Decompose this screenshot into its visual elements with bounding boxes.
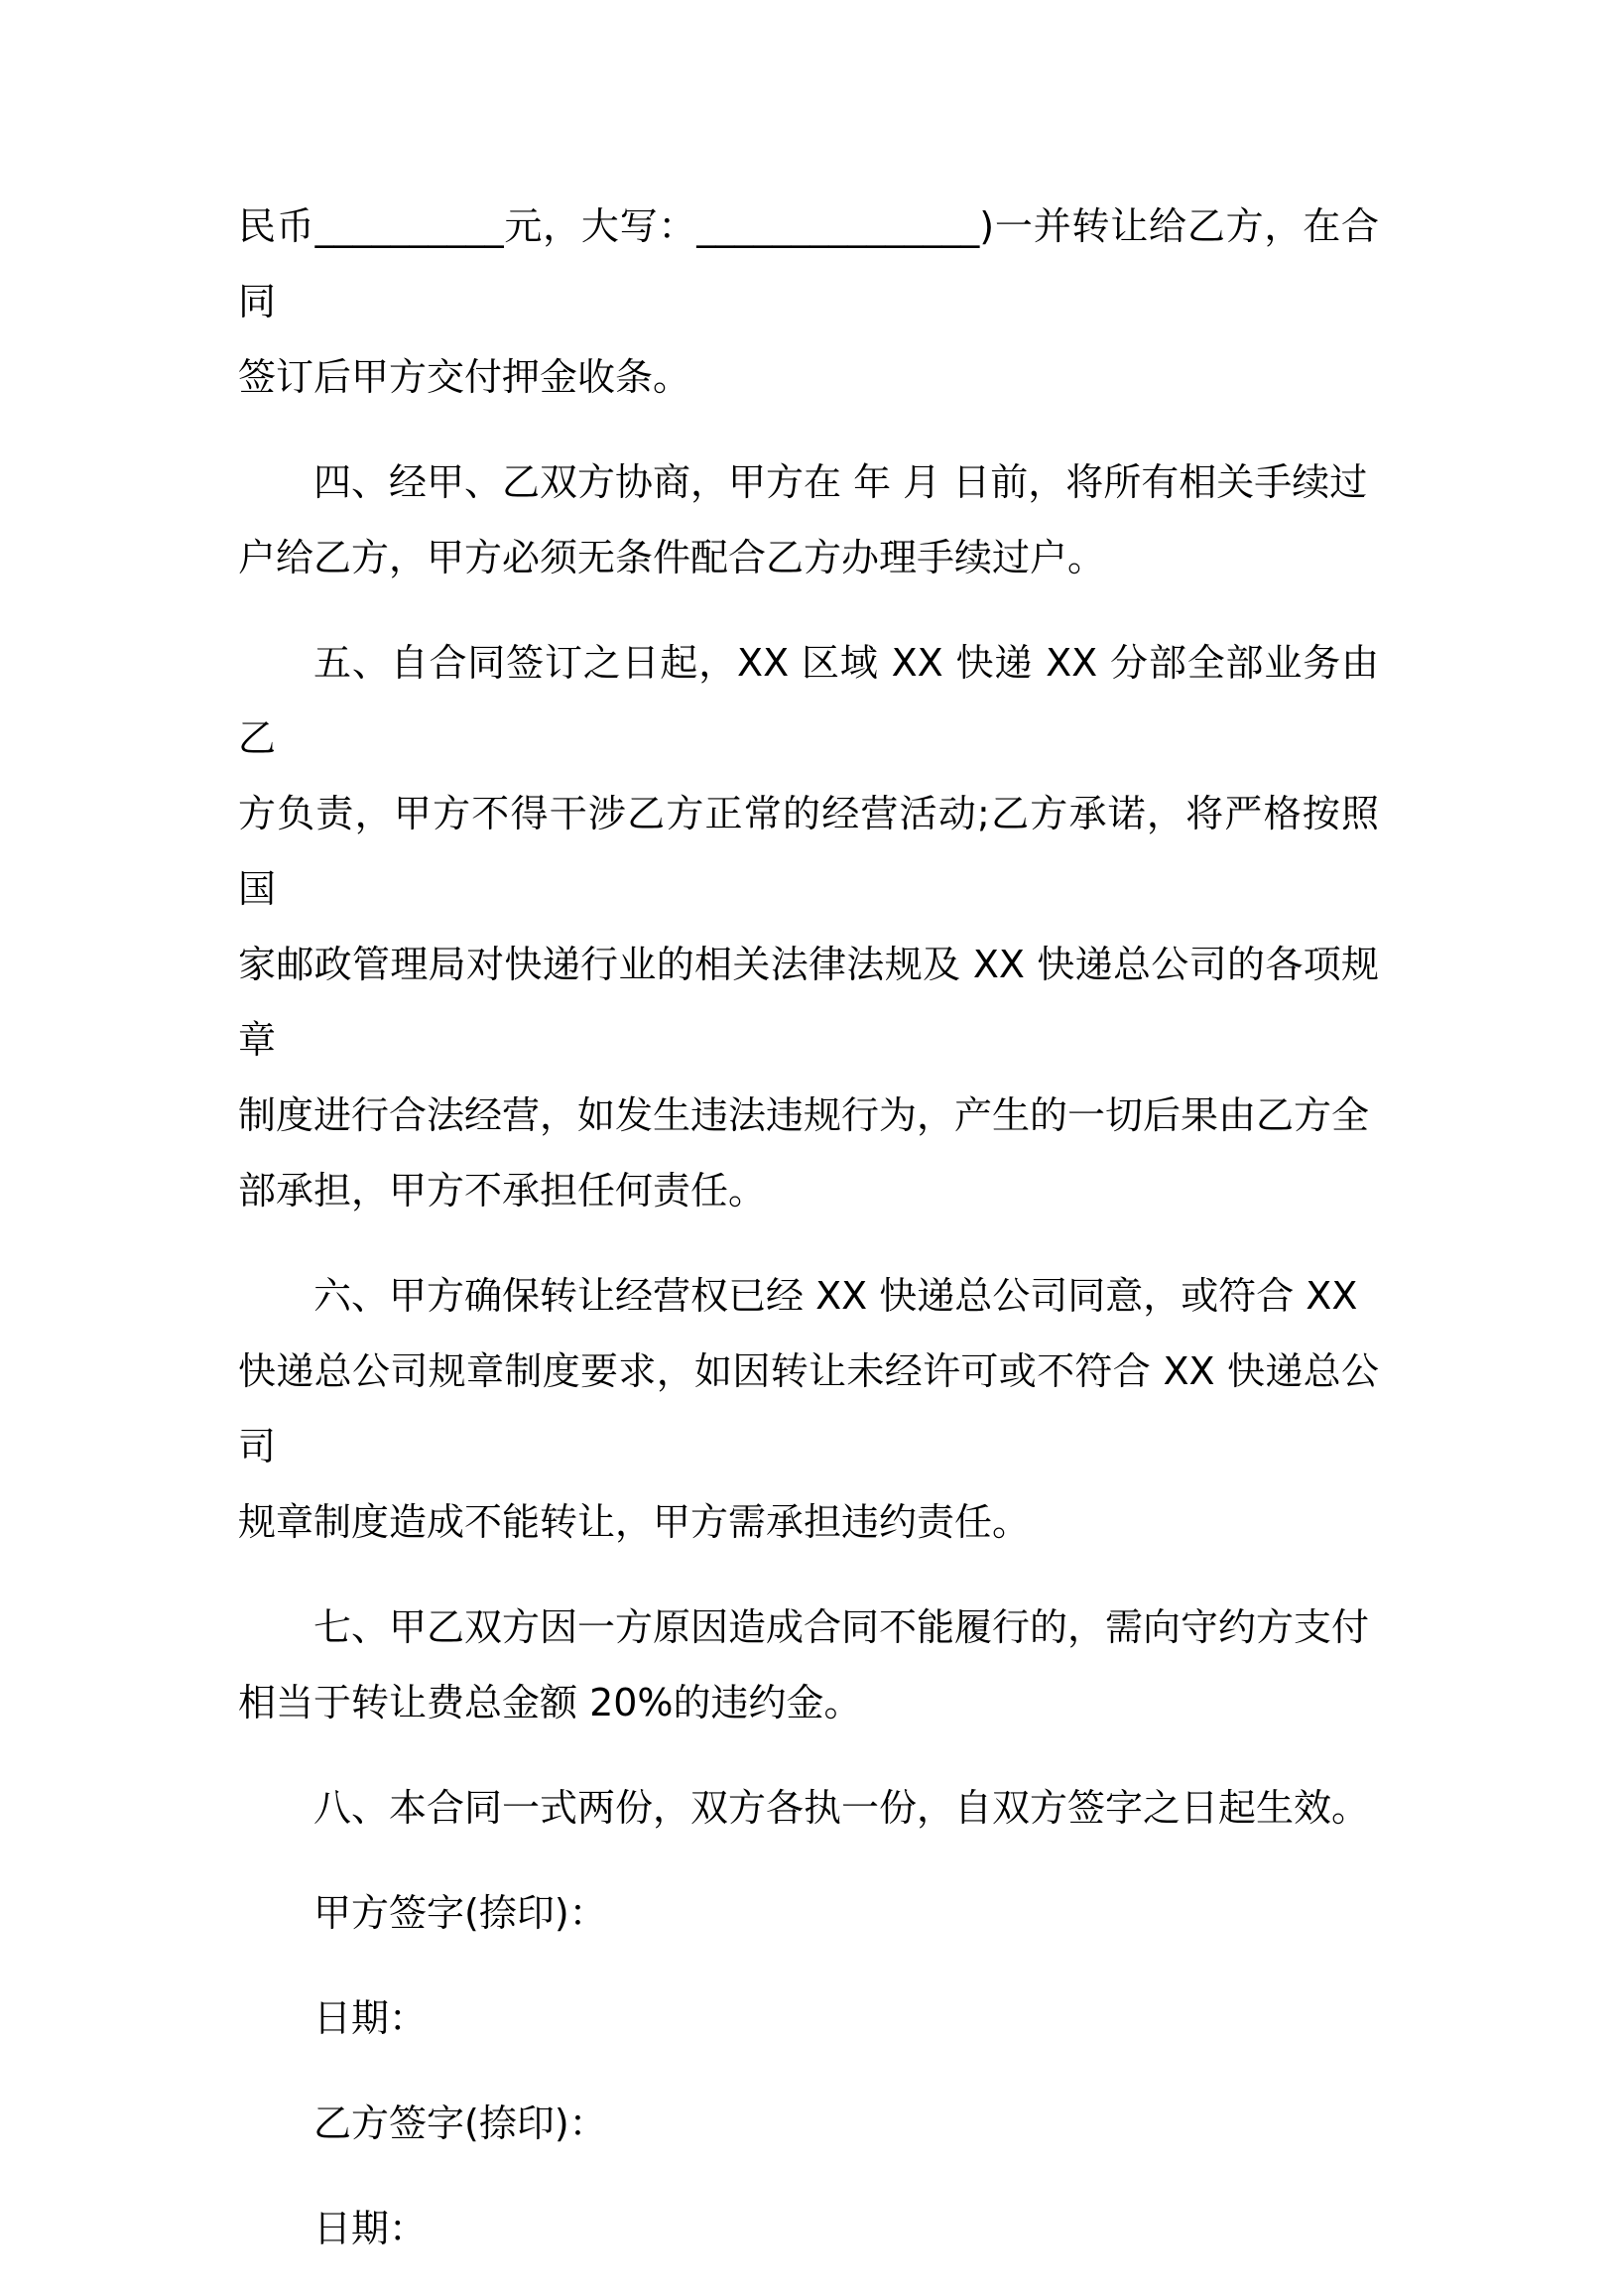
- clause-five: [238, 625, 1379, 1228]
- text-line: 家邮政管理局对快递行业的相关法律法规及 XX 快递总公司的各项规章: [238, 943, 1379, 1062]
- clause-eight: [238, 1770, 1379, 1846]
- text-line: 制度进行合法经营，如发生违法违规行为，产生的一切后果由乙方全: [238, 1093, 1370, 1137]
- text-line: 五、自合同签订之日起，XX 区域 XX 快递 XX 分部全部业务由乙: [238, 641, 1379, 760]
- text-line: 规章制度造成不能转让，甲方需承担违约责任。: [238, 1500, 1031, 1544]
- text-line: 快递总公司规章制度要求，如因转让未经许可或不符合 XX 快递总公司: [238, 1349, 1379, 1468]
- text-line: 四、经甲、乙双方协商，甲方在 年 月 日前，将所有相关手续过: [313, 460, 1368, 504]
- text-line: 七、甲乙双方因一方原因造成合同不能履行的，需向守约方支付: [313, 1605, 1370, 1649]
- text-line: 相当于转让费总金额 20%的违约金。: [238, 1681, 862, 1724]
- party-b-signature-label: 乙方签字(捺印)：: [313, 2102, 607, 2145]
- text-line: 方负责，甲方不得干涉乙方正常的经营活动;乙方承诺，将严格按照国: [238, 792, 1379, 911]
- clause-seven: [238, 1590, 1379, 1740]
- party-a-signature-label: 甲方签字(捺印)：: [313, 1891, 607, 1935]
- clause-six: [238, 1258, 1379, 1560]
- party-a-date-label: 日期：: [313, 1996, 428, 2040]
- text-line: 签订后甲方交付押金收条。: [238, 355, 691, 399]
- text-line: 部承担，甲方不承担任何责任。: [238, 1169, 767, 1212]
- clause-four: [238, 445, 1379, 595]
- text-line: 八、本合同一式两份，双方各执一份，自双方签字之日起生效。: [313, 1786, 1370, 1830]
- text-line: 六、甲方确保转让经营权已经 XX 快递总公司同意，或符合 XX: [313, 1274, 1358, 1318]
- text-line: 户给乙方，甲方必须无条件配合乙方办理手续过户。: [238, 536, 1106, 579]
- text-line: 民币__________元，大写：_______________)一并转让给乙方，在合同: [238, 204, 1379, 323]
- paragraph-deposit: [238, 189, 1379, 415]
- party-b-date-label: 日期：: [313, 2207, 428, 2250]
- document-page: [238, 189, 1379, 2296]
